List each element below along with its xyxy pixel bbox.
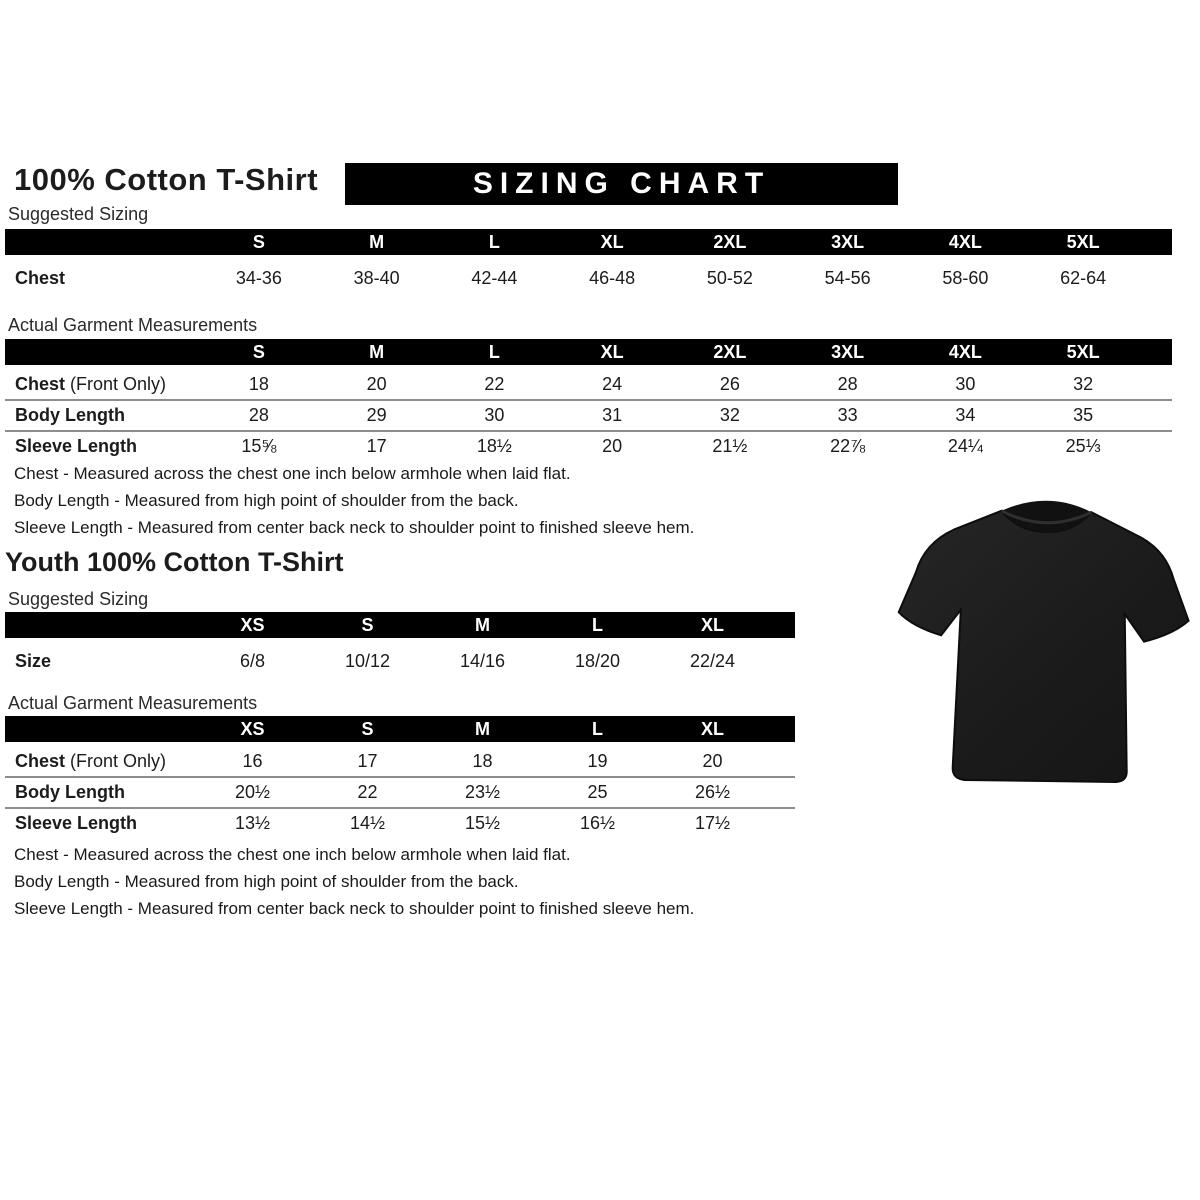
adult-measurement-notes	[14, 460, 694, 541]
size-column-header: XS	[195, 716, 310, 745]
header-pad-cell	[770, 612, 795, 641]
value-cell: 21½	[712, 436, 748, 456]
value-cell: 20	[366, 374, 387, 394]
value-cell: 18	[248, 374, 269, 394]
note-line: Body Length - Measured from high point of shoulder from the back.	[14, 491, 519, 510]
size-column-header: S	[310, 716, 425, 745]
value-cell: 17	[357, 751, 378, 771]
value-cell: 22	[357, 782, 378, 802]
value-cell: 50-52	[706, 267, 753, 288]
size-column-header: L	[540, 612, 655, 641]
value-cell: 30	[955, 374, 976, 394]
youth-suggested-sizing-label: Suggested Sizing	[8, 589, 149, 609]
size-column-header: XL	[553, 229, 671, 258]
tshirt-graphic	[894, 497, 1191, 786]
note-line: Chest - Measured across the chest one inch below armhole when laid flat.	[14, 845, 571, 864]
youth-section-title: Youth 100% Cotton T-Shirt	[5, 547, 344, 577]
row-pad-cell	[1142, 258, 1172, 297]
row-pad-cell	[770, 641, 795, 680]
value-cell: 38-40	[353, 267, 400, 288]
row-label: Sleeve Length	[15, 436, 138, 456]
value-cell: 10/12	[344, 650, 391, 671]
value-cell: 62-64	[1060, 267, 1107, 288]
header-pad-cell	[1142, 339, 1172, 368]
value-cell: 54-56	[824, 267, 871, 288]
value-cell: 23½	[464, 782, 501, 802]
row-label: Size	[15, 650, 52, 671]
value-cell: 14/16	[459, 650, 506, 671]
header-corner-cell	[5, 612, 195, 641]
table-row	[5, 258, 1172, 297]
value-cell: 20	[702, 751, 723, 771]
note-line: Body Length - Measured from high point of shoulder from the back.	[14, 872, 519, 891]
size-column-header: XL	[553, 339, 671, 368]
adult-actual-measurements-label: Actual Garment Measurements	[8, 315, 258, 335]
size-column-header: M	[425, 716, 540, 745]
value-cell: 29	[366, 405, 387, 425]
value-cell: 35	[1073, 405, 1094, 425]
row-pad-cell	[770, 808, 795, 838]
table-row	[5, 641, 795, 680]
tshirt-body	[894, 507, 1191, 785]
value-cell: 32	[719, 405, 740, 425]
youth-actual-measurements-label: Actual Garment Measurements	[8, 693, 258, 713]
header-pad-cell	[1142, 229, 1172, 258]
value-cell: 26½	[694, 782, 731, 802]
header-pad-cell	[770, 716, 795, 745]
table-row	[5, 808, 795, 838]
size-column-header: 5XL	[1024, 339, 1142, 368]
size-column-header: L	[436, 339, 554, 368]
value-cell: 14½	[349, 813, 386, 833]
table-row	[5, 368, 1172, 401]
size-column-header: XS	[195, 612, 310, 641]
black-tshirt-image	[892, 482, 1196, 804]
value-cell: 24¼	[947, 436, 983, 456]
note-line: Sleeve Length - Measured from center back neck to shoulder point to finished sleeve hem.	[14, 899, 695, 918]
row-pad-cell	[1142, 431, 1172, 461]
table-row	[5, 431, 1172, 461]
size-column-header: 3XL	[789, 229, 907, 258]
value-cell: 32	[1073, 374, 1094, 394]
size-column-header: 2XL	[671, 339, 789, 368]
size-column-header: S	[200, 339, 318, 368]
row-pad-cell	[1142, 368, 1172, 401]
page-title: 100% Cotton T-Shirt	[14, 162, 319, 197]
value-cell: 20½	[234, 782, 271, 802]
value-cell: 15½	[464, 813, 501, 833]
banner-label: SIZING CHART	[472, 167, 771, 200]
size-column-header: 4XL	[907, 229, 1025, 258]
value-cell: 34	[955, 405, 976, 425]
value-cell: 6/8	[239, 650, 266, 671]
value-cell: 25	[587, 782, 608, 802]
value-cell: 22/24	[689, 650, 736, 671]
value-cell: 17	[366, 436, 387, 456]
value-cell: 18/20	[574, 650, 621, 671]
value-cell: 58-60	[942, 267, 989, 288]
value-cell: 42-44	[471, 267, 518, 288]
size-column-header: S	[310, 612, 425, 641]
size-column-header: XL	[655, 716, 770, 745]
size-column-header: M	[318, 229, 436, 258]
youth-suggested-sizing-table	[5, 612, 795, 679]
size-column-header: 2XL	[671, 229, 789, 258]
header-corner-cell	[5, 229, 200, 258]
value-cell: 28	[248, 405, 269, 425]
row-label: Chest	[15, 267, 66, 288]
row-pad-cell	[1142, 400, 1172, 431]
youth-actual-measurements-table	[5, 716, 795, 838]
row-pad-cell	[770, 745, 795, 778]
sizing-chart-banner	[345, 163, 898, 205]
value-cell: 28	[837, 374, 858, 394]
row-pad-cell	[770, 777, 795, 808]
value-cell: 20	[602, 436, 623, 456]
value-cell: 24	[602, 374, 623, 394]
value-cell: 16	[242, 751, 263, 771]
size-column-header: 4XL	[907, 339, 1025, 368]
row-label: Body Length	[15, 782, 125, 802]
table-row	[5, 745, 795, 778]
value-cell: 16½	[579, 813, 616, 833]
table-row	[5, 400, 1172, 431]
value-cell: 13½	[234, 813, 271, 833]
value-cell: 18½	[476, 436, 512, 456]
adult-suggested-sizing-label: Suggested Sizing	[8, 204, 149, 224]
size-column-header: S	[200, 229, 318, 258]
row-label: Sleeve Length	[15, 813, 138, 833]
adult-suggested-sizing-table	[5, 229, 1172, 296]
row-label: Chest (Front Only)	[15, 751, 167, 771]
value-cell: 46-48	[589, 267, 636, 288]
value-cell: 31	[602, 405, 623, 425]
note-line: Sleeve Length - Measured from center back neck to shoulder point to finished sleeve hem.	[14, 518, 695, 537]
row-label: Body Length	[15, 405, 125, 425]
value-cell: 22	[484, 374, 505, 394]
value-cell: 15⅝	[241, 436, 277, 456]
size-column-header: M	[425, 612, 540, 641]
row-label: Chest (Front Only)	[15, 374, 167, 394]
value-cell: 30	[484, 405, 505, 425]
value-cell: 33	[837, 405, 858, 425]
note-line: Chest - Measured across the chest one inch below armhole when laid flat.	[14, 464, 571, 483]
size-column-header: 3XL	[789, 339, 907, 368]
youth-measurement-notes	[14, 841, 694, 922]
value-cell: 22⅞	[830, 436, 866, 456]
size-column-header: L	[540, 716, 655, 745]
adult-actual-measurements-table	[5, 339, 1172, 461]
header-corner-cell	[5, 716, 195, 745]
value-cell: 19	[587, 751, 608, 771]
header-corner-cell	[5, 339, 200, 368]
value-cell: 26	[719, 374, 740, 394]
size-column-header: L	[436, 229, 554, 258]
value-cell: 17½	[694, 813, 731, 833]
value-cell: 18	[472, 751, 493, 771]
size-column-header: M	[318, 339, 436, 368]
size-column-header: XL	[655, 612, 770, 641]
size-column-header: 5XL	[1024, 229, 1142, 258]
value-cell: 34-36	[235, 267, 282, 288]
value-cell: 25⅓	[1065, 436, 1101, 456]
table-row	[5, 777, 795, 808]
